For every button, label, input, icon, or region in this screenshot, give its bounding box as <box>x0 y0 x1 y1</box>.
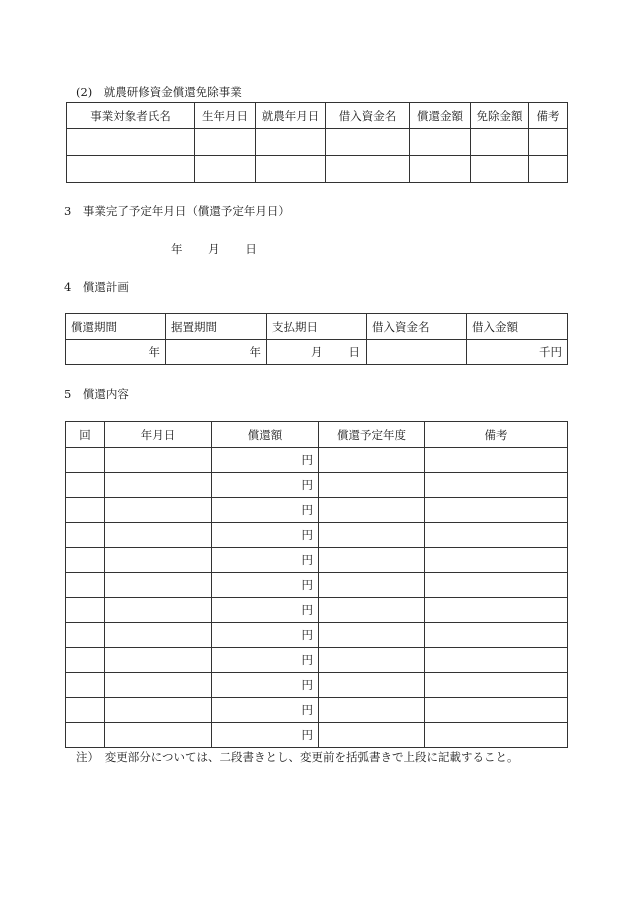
table-row <box>67 129 568 156</box>
table-row <box>66 448 568 473</box>
cell-scheduled-fiscal-year[interactable] <box>319 723 425 748</box>
cell-scheduled-fiscal-year[interactable] <box>319 648 425 673</box>
table-row <box>66 598 568 623</box>
cell-date[interactable] <box>105 598 212 623</box>
header-payment-due-date: 支払期日 <box>267 314 367 340</box>
repayment-detail-table <box>65 421 568 748</box>
cell-scheduled-fiscal-year[interactable] <box>319 548 425 573</box>
cell-date[interactable] <box>105 573 212 598</box>
cell-remarks[interactable] <box>425 573 568 598</box>
cell-remarks[interactable] <box>529 129 568 156</box>
cell-date[interactable] <box>105 498 212 523</box>
cell-installment-number[interactable] <box>66 723 105 748</box>
exemption-header-row <box>67 103 568 129</box>
cell-date[interactable] <box>105 723 212 748</box>
cell-installment-number[interactable] <box>66 673 105 698</box>
cell-repayment-amount[interactable] <box>212 523 319 548</box>
section5-heading: 5 償還内容 <box>64 387 129 401</box>
header-repayment-amount: 償還金額 <box>410 103 471 129</box>
date-month-label: 月 <box>208 242 220 256</box>
yen-unit: 円 <box>301 678 313 692</box>
cell-installment-number[interactable] <box>66 498 105 523</box>
year-unit: 年 <box>148 345 160 359</box>
cell-remarks[interactable] <box>425 698 568 723</box>
yen-unit: 円 <box>301 578 313 592</box>
yen-unit: 円 <box>301 628 313 642</box>
cell-installment-number[interactable] <box>66 698 105 723</box>
header-loan-fund-name: 借入資金名 <box>326 103 410 129</box>
cell-date[interactable] <box>105 548 212 573</box>
cell-repayment-amount[interactable] <box>212 698 319 723</box>
section4-heading: 4 償還計画 <box>64 280 129 294</box>
cell-installment-number[interactable] <box>66 623 105 648</box>
header-repayment-period: 償還期間 <box>66 314 166 340</box>
header-farming-start-date: 就農年月日 <box>256 103 326 129</box>
cell-date[interactable] <box>105 623 212 648</box>
cell-birth-date[interactable] <box>195 129 256 156</box>
cell-scheduled-fiscal-year[interactable] <box>319 698 425 723</box>
cell-installment-number[interactable] <box>66 573 105 598</box>
cell-remarks[interactable] <box>425 723 568 748</box>
exemption-table <box>66 102 568 183</box>
header-date: 年月日 <box>105 422 212 448</box>
repayment-plan-table <box>65 313 568 365</box>
cell-scheduled-fiscal-year[interactable] <box>319 573 425 598</box>
date-day-label: 日 <box>245 242 257 256</box>
cell-repayment-amount[interactable] <box>212 598 319 623</box>
cell-remarks[interactable] <box>425 523 568 548</box>
table-row <box>66 340 568 365</box>
yen-unit: 円 <box>301 653 313 667</box>
cell-repayment-amount[interactable] <box>212 573 319 598</box>
cell-loan-fund-name[interactable] <box>326 156 410 183</box>
detail-header-row <box>66 422 568 448</box>
header-applicant-name: 事業対象者氏名 <box>67 103 195 129</box>
table-row <box>66 473 568 498</box>
header-scheduled-fiscal-year: 償還予定年度 <box>319 422 425 448</box>
completion-date-line[interactable] <box>171 241 257 257</box>
cell-repayment-amount[interactable] <box>212 548 319 573</box>
cell-date[interactable] <box>105 673 212 698</box>
cell-scheduled-fiscal-year[interactable] <box>319 673 425 698</box>
yen-unit: 円 <box>301 553 313 567</box>
table-row <box>67 156 568 183</box>
cell-date[interactable] <box>105 448 212 473</box>
cell-installment-number[interactable] <box>66 648 105 673</box>
table-row <box>66 498 568 523</box>
yen-unit: 円 <box>301 603 313 617</box>
year-unit: 年 <box>249 345 261 359</box>
yen-unit: 円 <box>301 703 313 717</box>
table-row <box>66 623 568 648</box>
cell-repayment-amount[interactable] <box>212 623 319 648</box>
cell-scheduled-fiscal-year[interactable] <box>319 598 425 623</box>
cell-remarks[interactable] <box>425 623 568 648</box>
table-row <box>66 648 568 673</box>
plan-header-row <box>66 314 568 340</box>
cell-installment-number[interactable] <box>66 598 105 623</box>
cell-repayment-amount[interactable] <box>212 723 319 748</box>
cell-exemption-amount[interactable] <box>471 156 529 183</box>
cell-farming-start-date[interactable] <box>256 129 326 156</box>
date-year-label: 年 <box>171 242 183 256</box>
cell-date[interactable] <box>105 523 212 548</box>
yen-unit: 円 <box>301 478 313 492</box>
header-grace-period: 据置期間 <box>166 314 267 340</box>
cell-date[interactable] <box>105 698 212 723</box>
table-row <box>66 673 568 698</box>
header-remarks: 備考 <box>425 422 568 448</box>
table-row <box>66 723 568 748</box>
section3-heading: 3 事業完了予定年月日（償還予定年月日） <box>64 204 290 218</box>
cell-repayment-period[interactable] <box>66 340 166 365</box>
table-row <box>66 523 568 548</box>
cell-scheduled-fiscal-year[interactable] <box>319 623 425 648</box>
cell-repayment-amount[interactable] <box>212 498 319 523</box>
cell-date[interactable] <box>105 473 212 498</box>
cell-remarks[interactable] <box>529 156 568 183</box>
cell-remarks[interactable] <box>425 498 568 523</box>
table-row <box>66 698 568 723</box>
cell-scheduled-fiscal-year[interactable] <box>319 448 425 473</box>
cell-installment-number[interactable] <box>66 473 105 498</box>
cell-repayment-amount[interactable] <box>212 473 319 498</box>
header-remarks: 備考 <box>529 103 568 129</box>
cell-farming-start-date[interactable] <box>256 156 326 183</box>
cell-applicant-name[interactable] <box>67 129 195 156</box>
cell-remarks[interactable] <box>425 598 568 623</box>
cell-exemption-amount[interactable] <box>471 129 529 156</box>
cell-scheduled-fiscal-year[interactable] <box>319 523 425 548</box>
cell-grace-period[interactable] <box>166 340 267 365</box>
yen-unit: 円 <box>301 503 313 517</box>
header-loan-fund-name: 借入資金名 <box>367 314 467 340</box>
cell-remarks[interactable] <box>425 473 568 498</box>
cell-installment-number[interactable] <box>66 448 105 473</box>
yen-unit: 円 <box>301 528 313 542</box>
cell-remarks[interactable] <box>425 673 568 698</box>
cell-installment-number[interactable] <box>66 548 105 573</box>
footnote: 注） 変更部分については、二段書きとし、変更前を括弧書きで上段に記載すること。 <box>76 750 519 764</box>
cell-birth-date[interactable] <box>195 156 256 183</box>
cell-applicant-name[interactable] <box>67 156 195 183</box>
thousand-yen-unit: 千円 <box>539 345 562 359</box>
cell-loan-fund-name[interactable] <box>367 340 467 365</box>
yen-unit: 円 <box>301 728 313 742</box>
header-birth-date: 生年月日 <box>195 103 256 129</box>
cell-repayment-amount[interactable] <box>410 156 471 183</box>
cell-date[interactable] <box>105 648 212 673</box>
yen-unit: 円 <box>301 453 313 467</box>
cell-repayment-amount[interactable] <box>212 673 319 698</box>
cell-scheduled-fiscal-year[interactable] <box>319 473 425 498</box>
cell-scheduled-fiscal-year[interactable] <box>319 498 425 523</box>
cell-installment-number[interactable] <box>66 523 105 548</box>
cell-loan-amount[interactable] <box>467 340 568 365</box>
cell-remarks[interactable] <box>425 448 568 473</box>
cell-payment-due-date[interactable] <box>267 340 367 365</box>
table-row <box>66 548 568 573</box>
section2-heading: (2) 就農研修資金償還免除事業 <box>76 85 242 99</box>
header-installment-number: 回 <box>66 422 105 448</box>
table-row <box>66 573 568 598</box>
header-loan-amount: 借入金額 <box>467 314 568 340</box>
cell-repayment-amount[interactable] <box>212 648 319 673</box>
cell-remarks[interactable] <box>425 648 568 673</box>
day-unit: 日 <box>348 345 360 359</box>
header-repayment-amount: 償還額 <box>212 422 319 448</box>
cell-repayment-amount[interactable] <box>212 448 319 473</box>
header-exemption-amount: 免除金額 <box>471 103 529 129</box>
cell-loan-fund-name[interactable] <box>326 129 410 156</box>
cell-remarks[interactable] <box>425 548 568 573</box>
cell-repayment-amount[interactable] <box>410 129 471 156</box>
month-unit: 月 <box>311 345 323 359</box>
